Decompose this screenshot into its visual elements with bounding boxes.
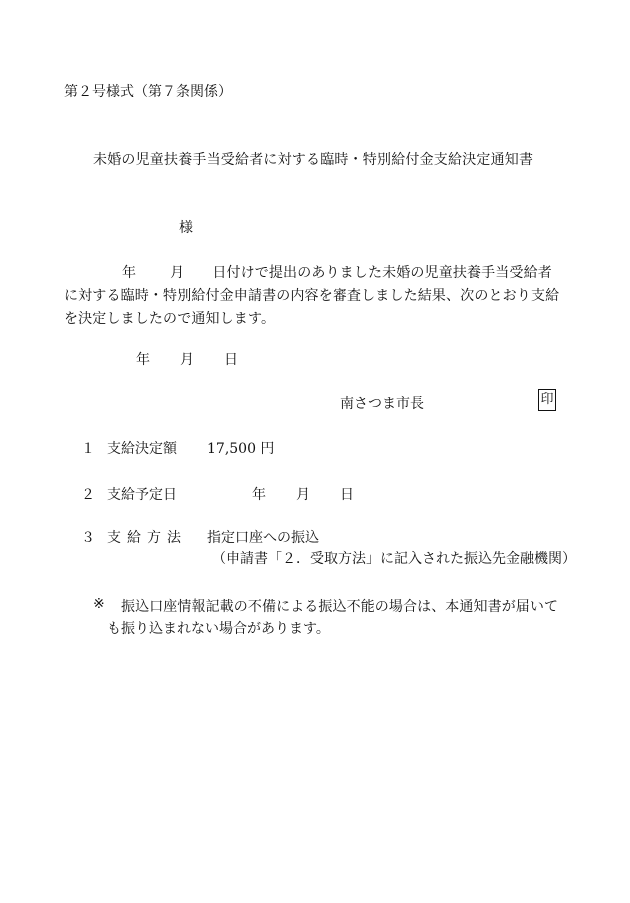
body-year: 年: [122, 265, 137, 281]
item-3-note: （申請書「２．受取方法」に記入された振込先金融機関）: [212, 551, 576, 567]
addressee-suffix: 様: [179, 220, 193, 236]
item-2-day: 日: [340, 487, 354, 503]
issue-year: 年: [136, 352, 150, 368]
issuer-name: 南さつま市長: [340, 396, 424, 412]
item-3-label: 支給方法: [107, 530, 187, 546]
item-2-month: 月: [296, 487, 310, 503]
document-title: 未婚の児童扶養手当受給者に対する臨時・特別給付金支給決定通知書: [93, 152, 534, 168]
item-2-date: [252, 484, 354, 504]
form-number: 第２号様式（第７条関係）: [64, 84, 232, 100]
item-3-number: ３: [81, 530, 95, 546]
body-line-1: [64, 262, 552, 282]
footnote-mark: ※: [93, 596, 105, 612]
issue-day: 日: [224, 352, 238, 368]
body-line1-text: 日付けで提出のありました未婚の児童扶養手当受給者: [212, 265, 552, 281]
item-1-value: 17,500 円: [207, 441, 275, 457]
footnote-line-1: 振込口座情報記載の不備による振込不能の場合は、本通知書が届いて: [121, 599, 559, 615]
item-3-value: 指定口座への振込: [207, 530, 319, 546]
body-month: 月: [170, 265, 185, 281]
issue-month: 月: [180, 352, 194, 368]
seal-mark: 印: [538, 389, 556, 411]
item-2-year: 年: [252, 487, 266, 503]
item-2-label: 支給予定日: [107, 487, 177, 503]
item-1-number: １: [81, 441, 95, 457]
item-1-label: 支給決定額: [107, 441, 177, 457]
body-line-3: を決定しましたので通知します。: [64, 311, 276, 327]
issue-date: [136, 349, 238, 369]
footnote-line-2: も振り込まれない場合があります。: [107, 621, 330, 637]
item-2-number: ２: [81, 487, 95, 503]
body-line-2: に対する臨時・特別給付金申請書の内容を審査しました結果、次のとおり支給: [64, 288, 560, 304]
